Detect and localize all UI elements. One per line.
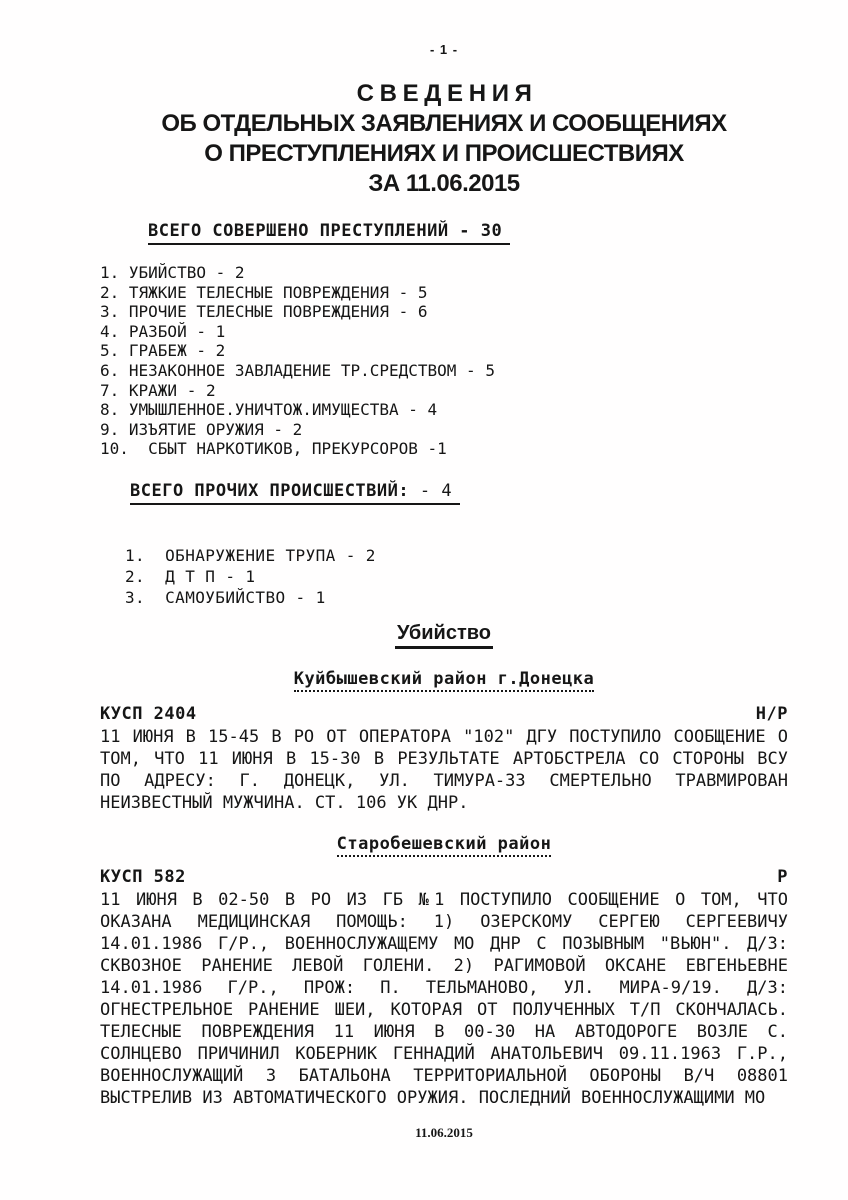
- report-text-line: 11 ИЮНЯ В 15-45 В РО ОТ ОПЕРАТОРА "102" ДГУ ПОСТУПИЛО СООБЩЕНИЕ О: [100, 726, 788, 747]
- report-paragraph-kuybyshevsky: [100, 726, 788, 814]
- report-text-line: ТОМ, ЧТО 11 ИЮНЯ В 15-30 В РЕЗУЛЬТАТЕ АРТОБСТРЕЛА СО СТОРОНЫ ВСУ: [100, 748, 788, 769]
- incidents-total-heading-text: [130, 481, 460, 505]
- footer-date: 11.06.2015: [415, 1124, 473, 1140]
- document-content: [100, 42, 788, 1141]
- title-line-3: О ПРЕСТУПЛЕНИЯХ И ПРОИСШЕСТВИЯХ: [204, 140, 684, 167]
- kusp-row-2404: [100, 704, 788, 724]
- report-text-line: ОГНЕСТРЕЛЬНОЕ РАНЕНИЕ ШЕИ, КОТОРАЯ ОТ ПОЛУЧЕННЫХ Т/П СКОНЧАЛАСЬ.: [100, 999, 788, 1020]
- region-heading-text: Старобешевский район: [337, 834, 552, 857]
- report-text-line: НЕИЗВЕСТНЫЙ МУЖЧИНА. СТ. 106 УК ДНР.: [100, 792, 469, 813]
- kusp-number: КУСП 2404: [100, 703, 197, 724]
- region-heading-starobeshevsky: [100, 834, 788, 857]
- report-text-line: ТЕЛЕСНЫЕ ПОВРЕЖДЕНИЯ 11 ИЮНЯ В 00-30 НА АВТОДОРОГЕ ВОЗЛЕ С.: [100, 1021, 788, 1042]
- crimes-total-heading-text: ВСЕГО СОВЕРШЕНО ПРЕСТУПЛЕНИЙ - 30: [148, 221, 510, 245]
- report-text-line: СОЛНЦЕВО ПРИЧИНИЛ КОБЕРНИК ГЕННАДИЙ АНАТОЛЬЕВИЧ 09.11.1963 Г.Р.,: [100, 1043, 788, 1064]
- report-text-line: ПО АДРЕСУ: Г. ДОНЕЦК, УЛ. ТИМУРА-33 СМЕРТЕЛЬНО ТРАВМИРОВАН: [100, 770, 788, 791]
- document-title: [100, 79, 788, 199]
- report-text-line: СКВОЗНОЕ РАНЕНИЕ ЛЕВОЙ ГОЛЕНИ. 2) РАГИМОВОЙ ОКСАНЕ ЕВГЕНЬЕВНЕ: [100, 955, 788, 976]
- crime-list-item: 2. ТЯЖКИЕ ТЕЛЕСНЫЕ ПОВРЕЖДЕНИЯ - 5: [100, 282, 428, 302]
- crime-list-item: 9. ИЗЪЯТИЕ ОРУЖИЯ - 2: [100, 419, 303, 439]
- incident-list-item: 2. Д Т П - 1: [125, 566, 256, 586]
- report-text-line: 11 ИЮНЯ В 02-50 В РО ИЗ ГБ №1 ПОСТУПИЛО СООБЩЕНИЕ О ТОМ, ЧТО: [100, 889, 788, 910]
- crime-list-item: 10. СБЫТ НАРКОТИКОВ, ПРЕКУРСОРОВ -1: [100, 439, 447, 459]
- crime-list-item: 7. КРАЖИ - 2: [100, 380, 216, 400]
- category-heading-text: Убийство: [395, 622, 493, 649]
- incidents-total-heading: [100, 481, 788, 505]
- incidents-total-count: - 4: [409, 480, 453, 501]
- crime-list-item: 8. УМЫШЛЕННОЕ.УНИЧТОЖ.ИМУЩЕСТВА - 4: [100, 400, 438, 420]
- crime-list-item: 1. УБИЙСТВО - 2: [100, 263, 245, 282]
- title-line-1: С В Е Д Е Н И Я: [356, 80, 532, 107]
- title-line-4: ЗА 11.06.2015: [368, 170, 520, 197]
- category-heading: [100, 622, 788, 649]
- title-line-2: ОБ ОТДЕЛЬНЫХ ЗАЯВЛЕНИЯХ И СООБЩЕНИЯХ: [161, 110, 727, 137]
- incidents-total-label: ВСЕГО ПРОЧИХ ПРОИСШЕСТВИЙ:: [130, 480, 410, 501]
- crime-list-item: 3. ПРОЧИЕ ТЕЛЕСНЫЕ ПОВРЕЖДЕНИЯ - 6: [100, 302, 428, 322]
- crime-list-item: 5. ГРАБЕЖ - 2: [100, 341, 226, 361]
- incident-list-item: 3. САМОУБИЙСТВО - 1: [125, 587, 326, 607]
- report-text-line: ОКАЗАНА МЕДИЦИНСКАЯ ПОМОЩЬ: 1) ОЗЕРСКОМУ СЕРГЕЮ СЕРГЕЕВИЧУ: [100, 911, 788, 932]
- incidents-list: [100, 545, 788, 608]
- kusp-row-582: [100, 867, 788, 887]
- report-text-line: ВОЕННОСЛУЖАЩИЙ 3 БАТАЛЬОНА ТЕРРИТОРИАЛЬНОЙ ОБОРОНЫ В/Ч 08801: [100, 1065, 788, 1086]
- report-paragraph-starobeshevsky: [100, 889, 788, 1109]
- region-heading-kuybyshevsky: [100, 669, 788, 692]
- crime-list-item: 6. НЕЗАКОННОЕ ЗАВЛАДЕНИЕ ТР.СРЕДСТВОМ - 5: [100, 360, 495, 380]
- report-text-line: 14.01.1986 Г/Р., ПРОЖ: П. ТЕЛЬМАНОВО, УЛ. МИРА-9/19. Д/З:: [100, 977, 788, 998]
- crimes-list: [100, 263, 788, 459]
- report-text-line: 14.01.1986 Г/Р., ВОЕННОСЛУЖАЩЕМУ МО ДНР С ПОЗЫВНЫМ "ВЬЮН". Д/З:: [100, 933, 788, 954]
- crime-list-item: 4. РАЗБОЙ - 1: [100, 321, 226, 341]
- kusp-number: КУСП 582: [100, 866, 186, 887]
- report-text-line: ВЫСТРЕЛИВ ИЗ АВТОМАТИЧЕСКОГО ОРУЖИЯ. ПОСЛЕДНИЙ ВОЕННОСЛУЖАЩИМИ МО: [100, 1087, 766, 1108]
- region-heading-text: Куйбышевский район г.Донецка: [294, 669, 595, 692]
- crimes-total-heading: [100, 221, 788, 245]
- kusp-mark: Н/Р: [755, 703, 788, 724]
- page-number: - 1 -: [429, 42, 459, 57]
- kusp-mark: Р: [777, 866, 788, 887]
- incident-list-item: 1. ОБНАРУЖЕНИЕ ТРУПА - 2: [125, 545, 376, 565]
